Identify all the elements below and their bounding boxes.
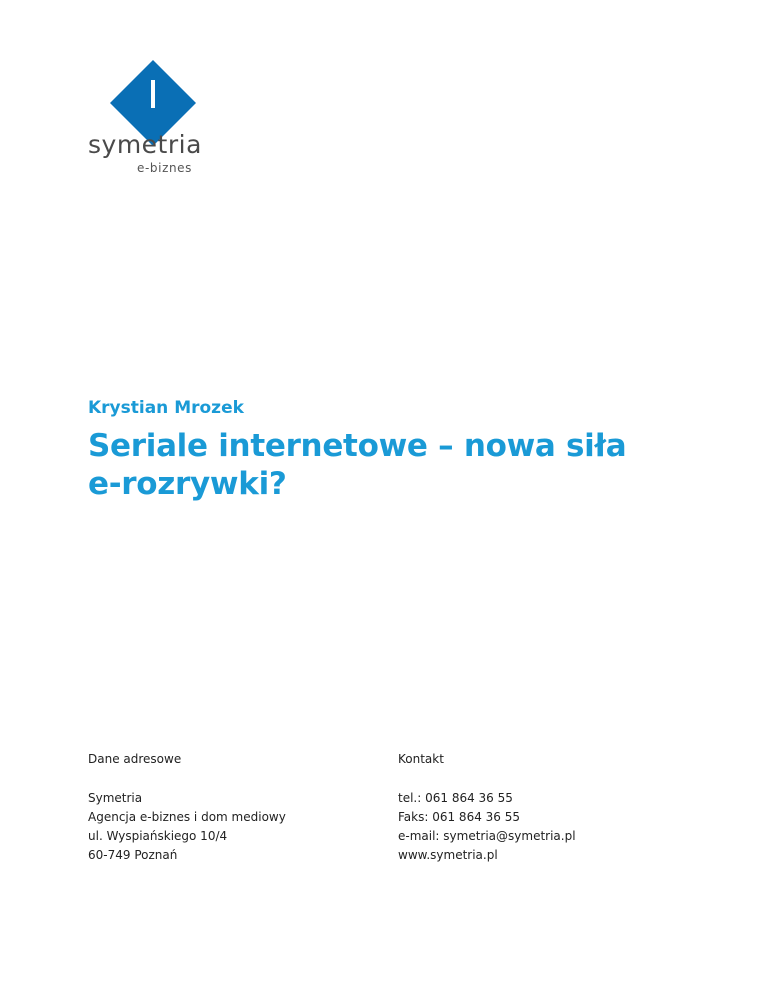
contact-heading: Kontakt bbox=[398, 752, 444, 766]
contact-website: www.symetria.pl bbox=[398, 848, 498, 862]
contact-fax: Faks: 061 864 36 55 bbox=[398, 810, 521, 824]
logo-wordmark: symetria bbox=[88, 130, 202, 159]
author-name: Krystian Mrozek bbox=[88, 398, 244, 418]
contact-block bbox=[398, 750, 576, 865]
contact-phone: tel.: 061 864 36 55 bbox=[398, 791, 513, 805]
logo-tagline: e-biznes bbox=[137, 161, 193, 175]
address-line: ul. Wyspiańskiego 10/4 bbox=[88, 829, 228, 843]
address-line: Symetria bbox=[88, 791, 143, 805]
title-line: e-rozrywki? bbox=[88, 466, 287, 502]
document-title bbox=[88, 427, 688, 503]
address-heading: Dane adresowe bbox=[88, 752, 182, 766]
address-line: 60-749 Poznań bbox=[88, 848, 178, 862]
contact-email: e-mail: symetria@symetria.pl bbox=[398, 829, 576, 843]
address-line: Agencja e-biznes i dom mediowy bbox=[88, 810, 286, 824]
title-line: Seriale internetowe – nowa siła bbox=[88, 428, 627, 464]
address-block bbox=[88, 750, 286, 865]
